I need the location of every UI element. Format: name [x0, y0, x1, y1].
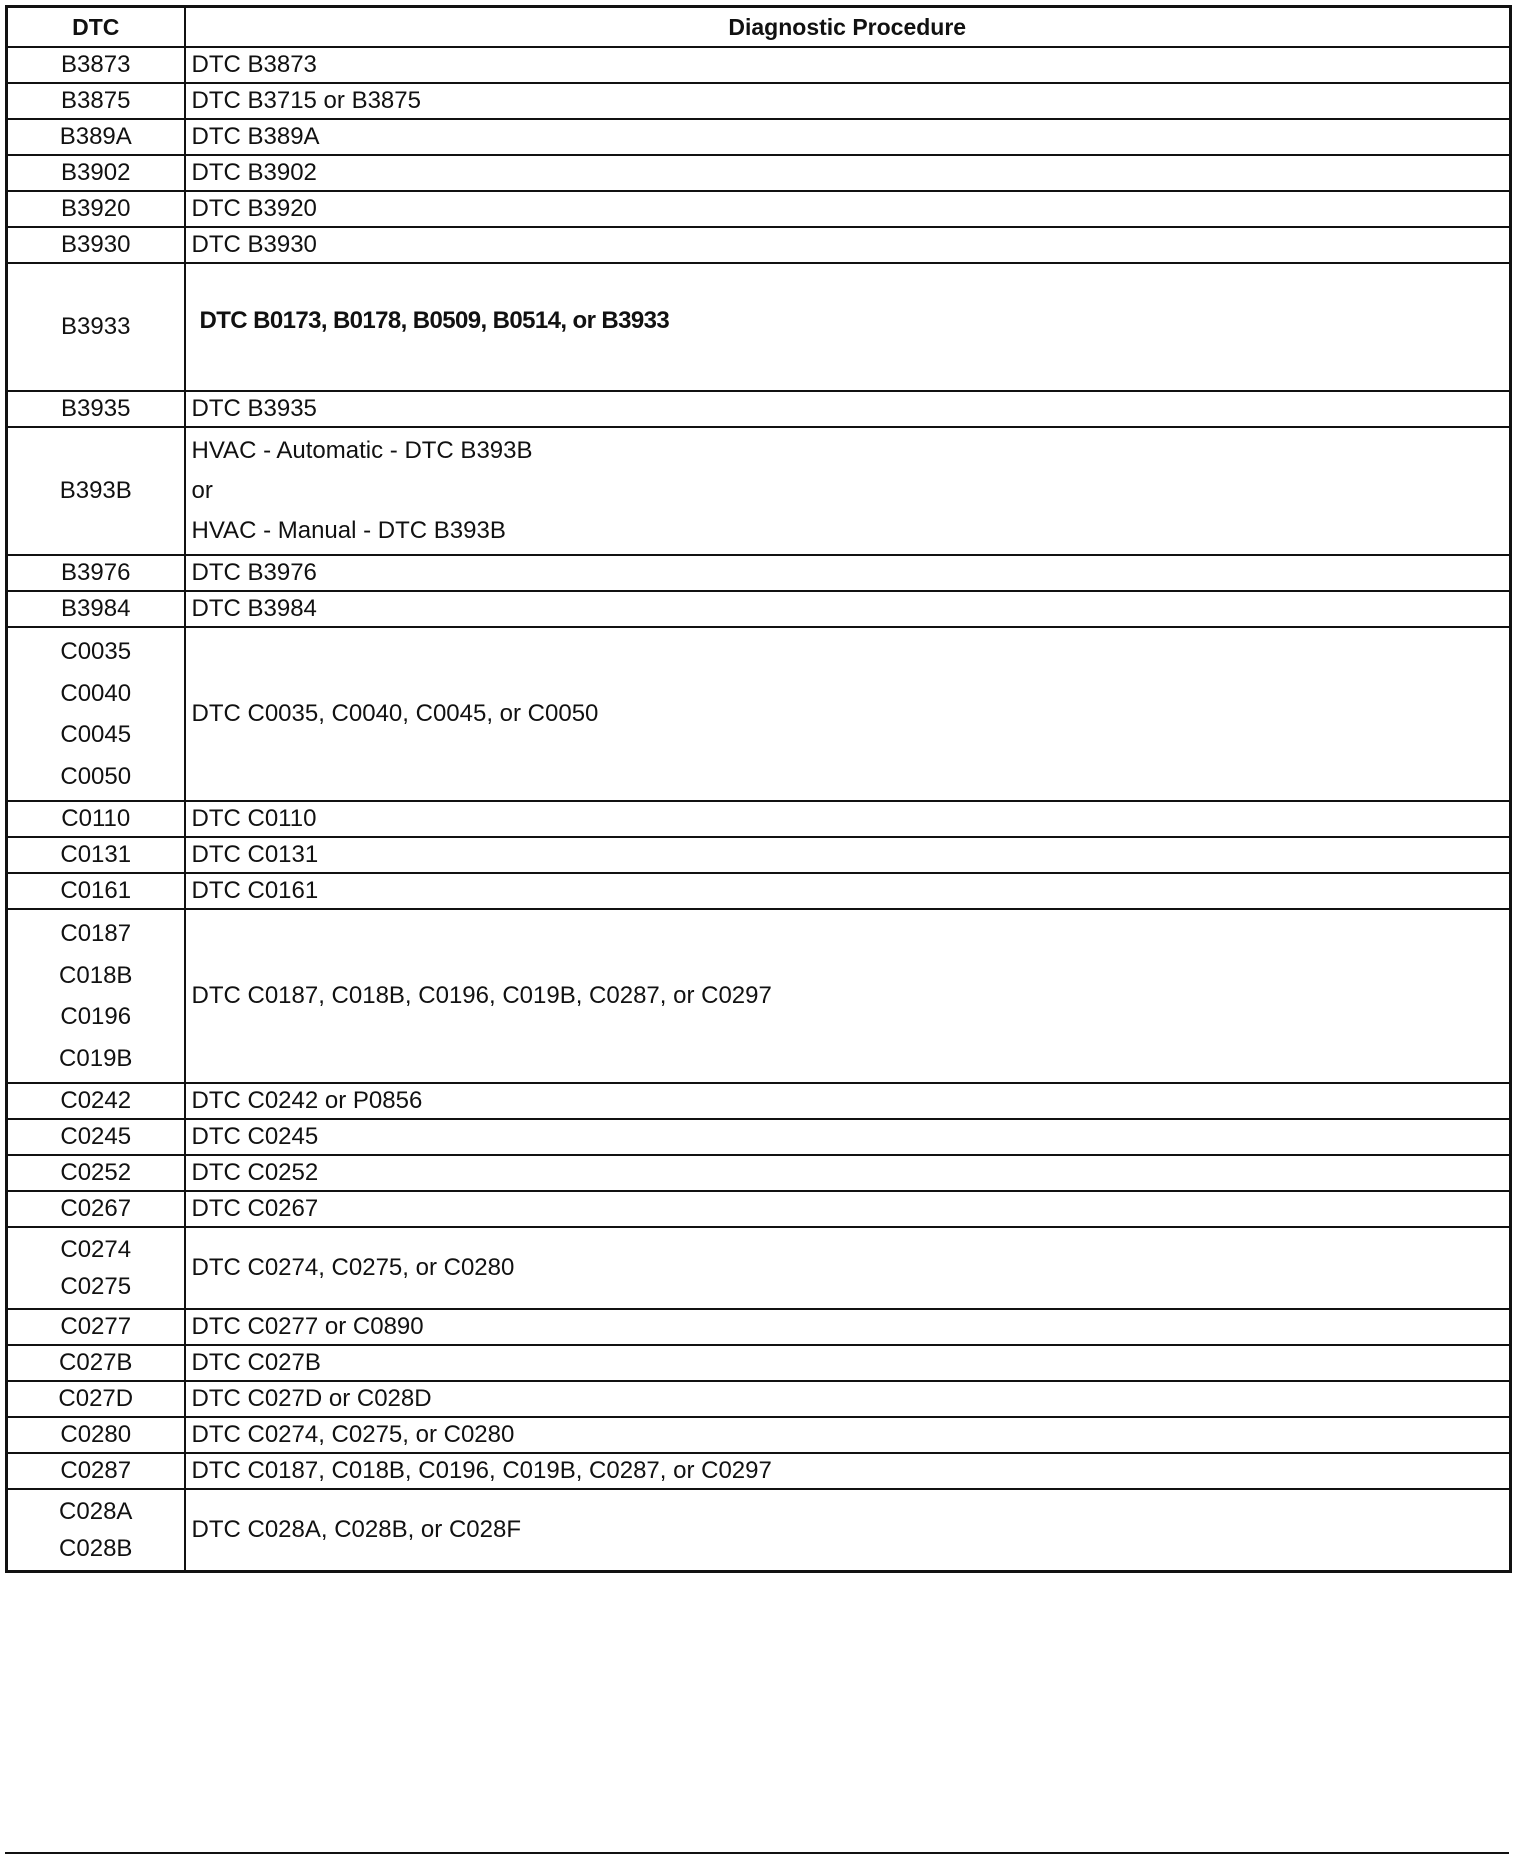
diagnostic-procedure-cell — [185, 427, 1511, 555]
table-row — [7, 909, 1511, 1083]
table-row — [7, 1227, 1511, 1309]
table-row — [7, 427, 1511, 555]
dtc-code: B3984 — [61, 595, 131, 622]
table-row — [7, 1191, 1511, 1227]
dtc-document — [5, 5, 1509, 1573]
dtc-code-cell — [7, 909, 185, 1083]
diagnostic-procedure-cell — [185, 801, 1511, 837]
dtc-code: C0045 — [60, 721, 132, 748]
procedure-text: DTC C0245 — [191, 1123, 319, 1150]
procedure-text: HVAC - Manual - DTC B393B — [191, 517, 506, 544]
diagnostic-procedure-cell — [185, 227, 1511, 263]
table-body — [7, 47, 1511, 1571]
procedure-text: DTC C0187, C018B, C0196, C019B, C0287, or C0297 — [191, 982, 772, 1009]
procedure-text: DTC B3984 — [191, 595, 317, 622]
diagnostic-procedure-cell — [185, 1155, 1511, 1191]
dtc-code-cell — [7, 1227, 185, 1309]
header-dtc: DTC — [7, 7, 185, 48]
procedure-text: DTC C0161 — [191, 877, 319, 904]
dtc-code-cell — [7, 391, 185, 427]
diagnostic-procedure-cell — [185, 555, 1511, 591]
table-row — [7, 873, 1511, 909]
procedure-text: DTC B3715 or B3875 — [191, 87, 421, 114]
table-row — [7, 1381, 1511, 1417]
dtc-code-cell — [7, 1119, 185, 1155]
dtc-code: B3902 — [61, 159, 131, 186]
dtc-code-cell — [7, 801, 185, 837]
dtc-code-cell — [7, 227, 185, 263]
table-row — [7, 155, 1511, 191]
dtc-code-cell — [7, 191, 185, 227]
dtc-code-cell — [7, 47, 185, 83]
dtc-code-cell — [7, 1155, 185, 1191]
dtc-code: C0287 — [60, 1457, 132, 1484]
table-row — [7, 591, 1511, 627]
dtc-code: C0187 — [60, 920, 132, 947]
procedure-text: DTC C0110 — [191, 805, 317, 832]
procedure-text: DTC C0274, C0275, or C0280 — [191, 1254, 515, 1281]
diagnostic-procedure-cell — [185, 591, 1511, 627]
table-row — [7, 1119, 1511, 1155]
table-row — [7, 227, 1511, 263]
dtc-code: C0110 — [61, 805, 131, 832]
bottom-rule — [5, 1852, 1509, 1854]
dtc-code-cell — [7, 427, 185, 555]
diagnostic-procedure-cell — [185, 1417, 1511, 1453]
procedure-text: or — [191, 477, 213, 504]
dtc-code: C0280 — [60, 1421, 132, 1448]
diagnostic-procedure-cell — [185, 1345, 1511, 1381]
procedure-text: DTC B3902 — [191, 159, 317, 186]
procedure-text: DTC C028A, C028B, or C028F — [191, 1515, 521, 1543]
procedure-text: DTC B3930 — [191, 231, 317, 258]
dtc-code: B3933 — [61, 313, 131, 340]
procedure-text: DTC C0267 — [191, 1195, 319, 1222]
dtc-code: C0277 — [60, 1313, 132, 1340]
dtc-code: C0161 — [60, 877, 132, 904]
dtc-code: B3935 — [61, 395, 131, 422]
dtc-code: B393B — [59, 477, 132, 504]
procedure-text: HVAC - Automatic - DTC B393B — [191, 437, 533, 464]
dtc-code: B3920 — [61, 195, 131, 222]
dtc-code-cell — [7, 1453, 185, 1489]
dtc-code-cell — [7, 155, 185, 191]
diagnostic-procedure-cell — [185, 263, 1511, 391]
diagnostic-procedure-cell — [185, 83, 1511, 119]
dtc-code: C0196 — [60, 1003, 132, 1030]
dtc-code: C0274 — [60, 1236, 132, 1263]
procedure-text: DTC C0277 or C0890 — [191, 1313, 424, 1340]
table-row — [7, 1345, 1511, 1381]
diagnostic-procedure-cell — [185, 1381, 1511, 1417]
table-row — [7, 801, 1511, 837]
table-header-row — [7, 7, 1511, 48]
dtc-code-cell — [7, 555, 185, 591]
dtc-code: C0131 — [60, 841, 132, 868]
dtc-code-cell — [7, 591, 185, 627]
diagnostic-procedure-cell — [185, 1489, 1511, 1571]
dtc-code-cell — [7, 1191, 185, 1227]
procedure-text: DTC C0242 or P0856 — [191, 1087, 423, 1114]
dtc-table — [5, 5, 1512, 1573]
procedure-text: DTC C0187, C018B, C0196, C019B, C0287, or C0297 — [191, 1457, 772, 1484]
procedure-text: DTC B3920 — [191, 195, 317, 222]
dtc-code: C0245 — [60, 1123, 132, 1150]
table-row — [7, 837, 1511, 873]
dtc-code-cell — [7, 873, 185, 909]
diagnostic-procedure-cell — [185, 1453, 1511, 1489]
table-row — [7, 1309, 1511, 1345]
procedure-text: DTC B0173, B0178, B0509, B0514, or B3933 — [199, 307, 670, 334]
diagnostic-procedure-cell — [185, 1119, 1511, 1155]
dtc-code: C0267 — [60, 1195, 132, 1222]
dtc-code: C019B — [59, 1044, 133, 1072]
dtc-code: B3976 — [61, 559, 131, 586]
procedure-text: DTC C0131 — [191, 841, 319, 868]
diagnostic-procedure-cell — [185, 119, 1511, 155]
dtc-code-cell — [7, 1489, 185, 1571]
dtc-code: B3873 — [61, 51, 131, 78]
table-row — [7, 1453, 1511, 1489]
dtc-code-cell — [7, 263, 185, 391]
dtc-code-cell — [7, 1309, 185, 1345]
procedure-text: DTC C027D or C028D — [191, 1385, 432, 1412]
procedure-text: DTC B3873 — [191, 51, 317, 78]
dtc-code: B3930 — [61, 231, 131, 258]
procedure-text: DTC C0274, C0275, or C0280 — [191, 1421, 515, 1448]
diagnostic-procedure-cell — [185, 191, 1511, 227]
dtc-code: C027D — [58, 1385, 134, 1412]
table-row — [7, 263, 1511, 391]
dtc-code: C0035 — [60, 638, 132, 665]
diagnostic-procedure-cell — [185, 155, 1511, 191]
table-row — [7, 555, 1511, 591]
dtc-code: C028A — [59, 1497, 133, 1525]
table-row — [7, 1489, 1511, 1571]
dtc-code: B389A — [59, 123, 132, 150]
dtc-code: C0242 — [60, 1087, 132, 1114]
dtc-code-cell — [7, 119, 185, 155]
dtc-code: C028B — [59, 1534, 133, 1562]
procedure-text: DTC C0035, C0040, C0045, or C0050 — [191, 700, 599, 727]
procedure-text: DTC B389A — [191, 123, 320, 150]
table-row — [7, 1417, 1511, 1453]
procedure-text: DTC B3935 — [191, 395, 317, 422]
header-diagnostic-procedure: Diagnostic Procedure — [185, 7, 1511, 48]
table-row — [7, 1083, 1511, 1119]
diagnostic-procedure-cell — [185, 47, 1511, 83]
dtc-code: C0275 — [60, 1273, 132, 1300]
table-row — [7, 191, 1511, 227]
dtc-code-cell — [7, 1381, 185, 1417]
table-row — [7, 1155, 1511, 1191]
diagnostic-procedure-cell — [185, 627, 1511, 801]
procedure-text: DTC C027B — [191, 1349, 321, 1376]
diagnostic-procedure-cell — [185, 909, 1511, 1083]
diagnostic-procedure-cell — [185, 391, 1511, 427]
dtc-code-cell — [7, 837, 185, 873]
diagnostic-procedure-cell — [185, 1191, 1511, 1227]
procedure-text: DTC C0252 — [191, 1159, 319, 1186]
procedure-text: DTC B3976 — [191, 559, 317, 586]
diagnostic-procedure-cell — [185, 1309, 1511, 1345]
dtc-code-cell — [7, 1083, 185, 1119]
table-row — [7, 119, 1511, 155]
table-row — [7, 83, 1511, 119]
dtc-code-cell — [7, 1345, 185, 1381]
dtc-code: C0040 — [60, 679, 132, 707]
dtc-code-cell — [7, 627, 185, 801]
dtc-code-cell — [7, 83, 185, 119]
diagnostic-procedure-cell — [185, 873, 1511, 909]
dtc-code: C0050 — [60, 762, 132, 790]
table-row — [7, 47, 1511, 83]
table-row — [7, 391, 1511, 427]
dtc-code: B3875 — [61, 87, 131, 114]
diagnostic-procedure-cell — [185, 1083, 1511, 1119]
table-row — [7, 627, 1511, 801]
dtc-code-cell — [7, 1417, 185, 1453]
dtc-code: C0252 — [60, 1159, 132, 1186]
diagnostic-procedure-cell — [185, 1227, 1511, 1309]
dtc-code: C018B — [59, 961, 133, 989]
dtc-code: C027B — [59, 1349, 133, 1376]
diagnostic-procedure-cell — [185, 837, 1511, 873]
